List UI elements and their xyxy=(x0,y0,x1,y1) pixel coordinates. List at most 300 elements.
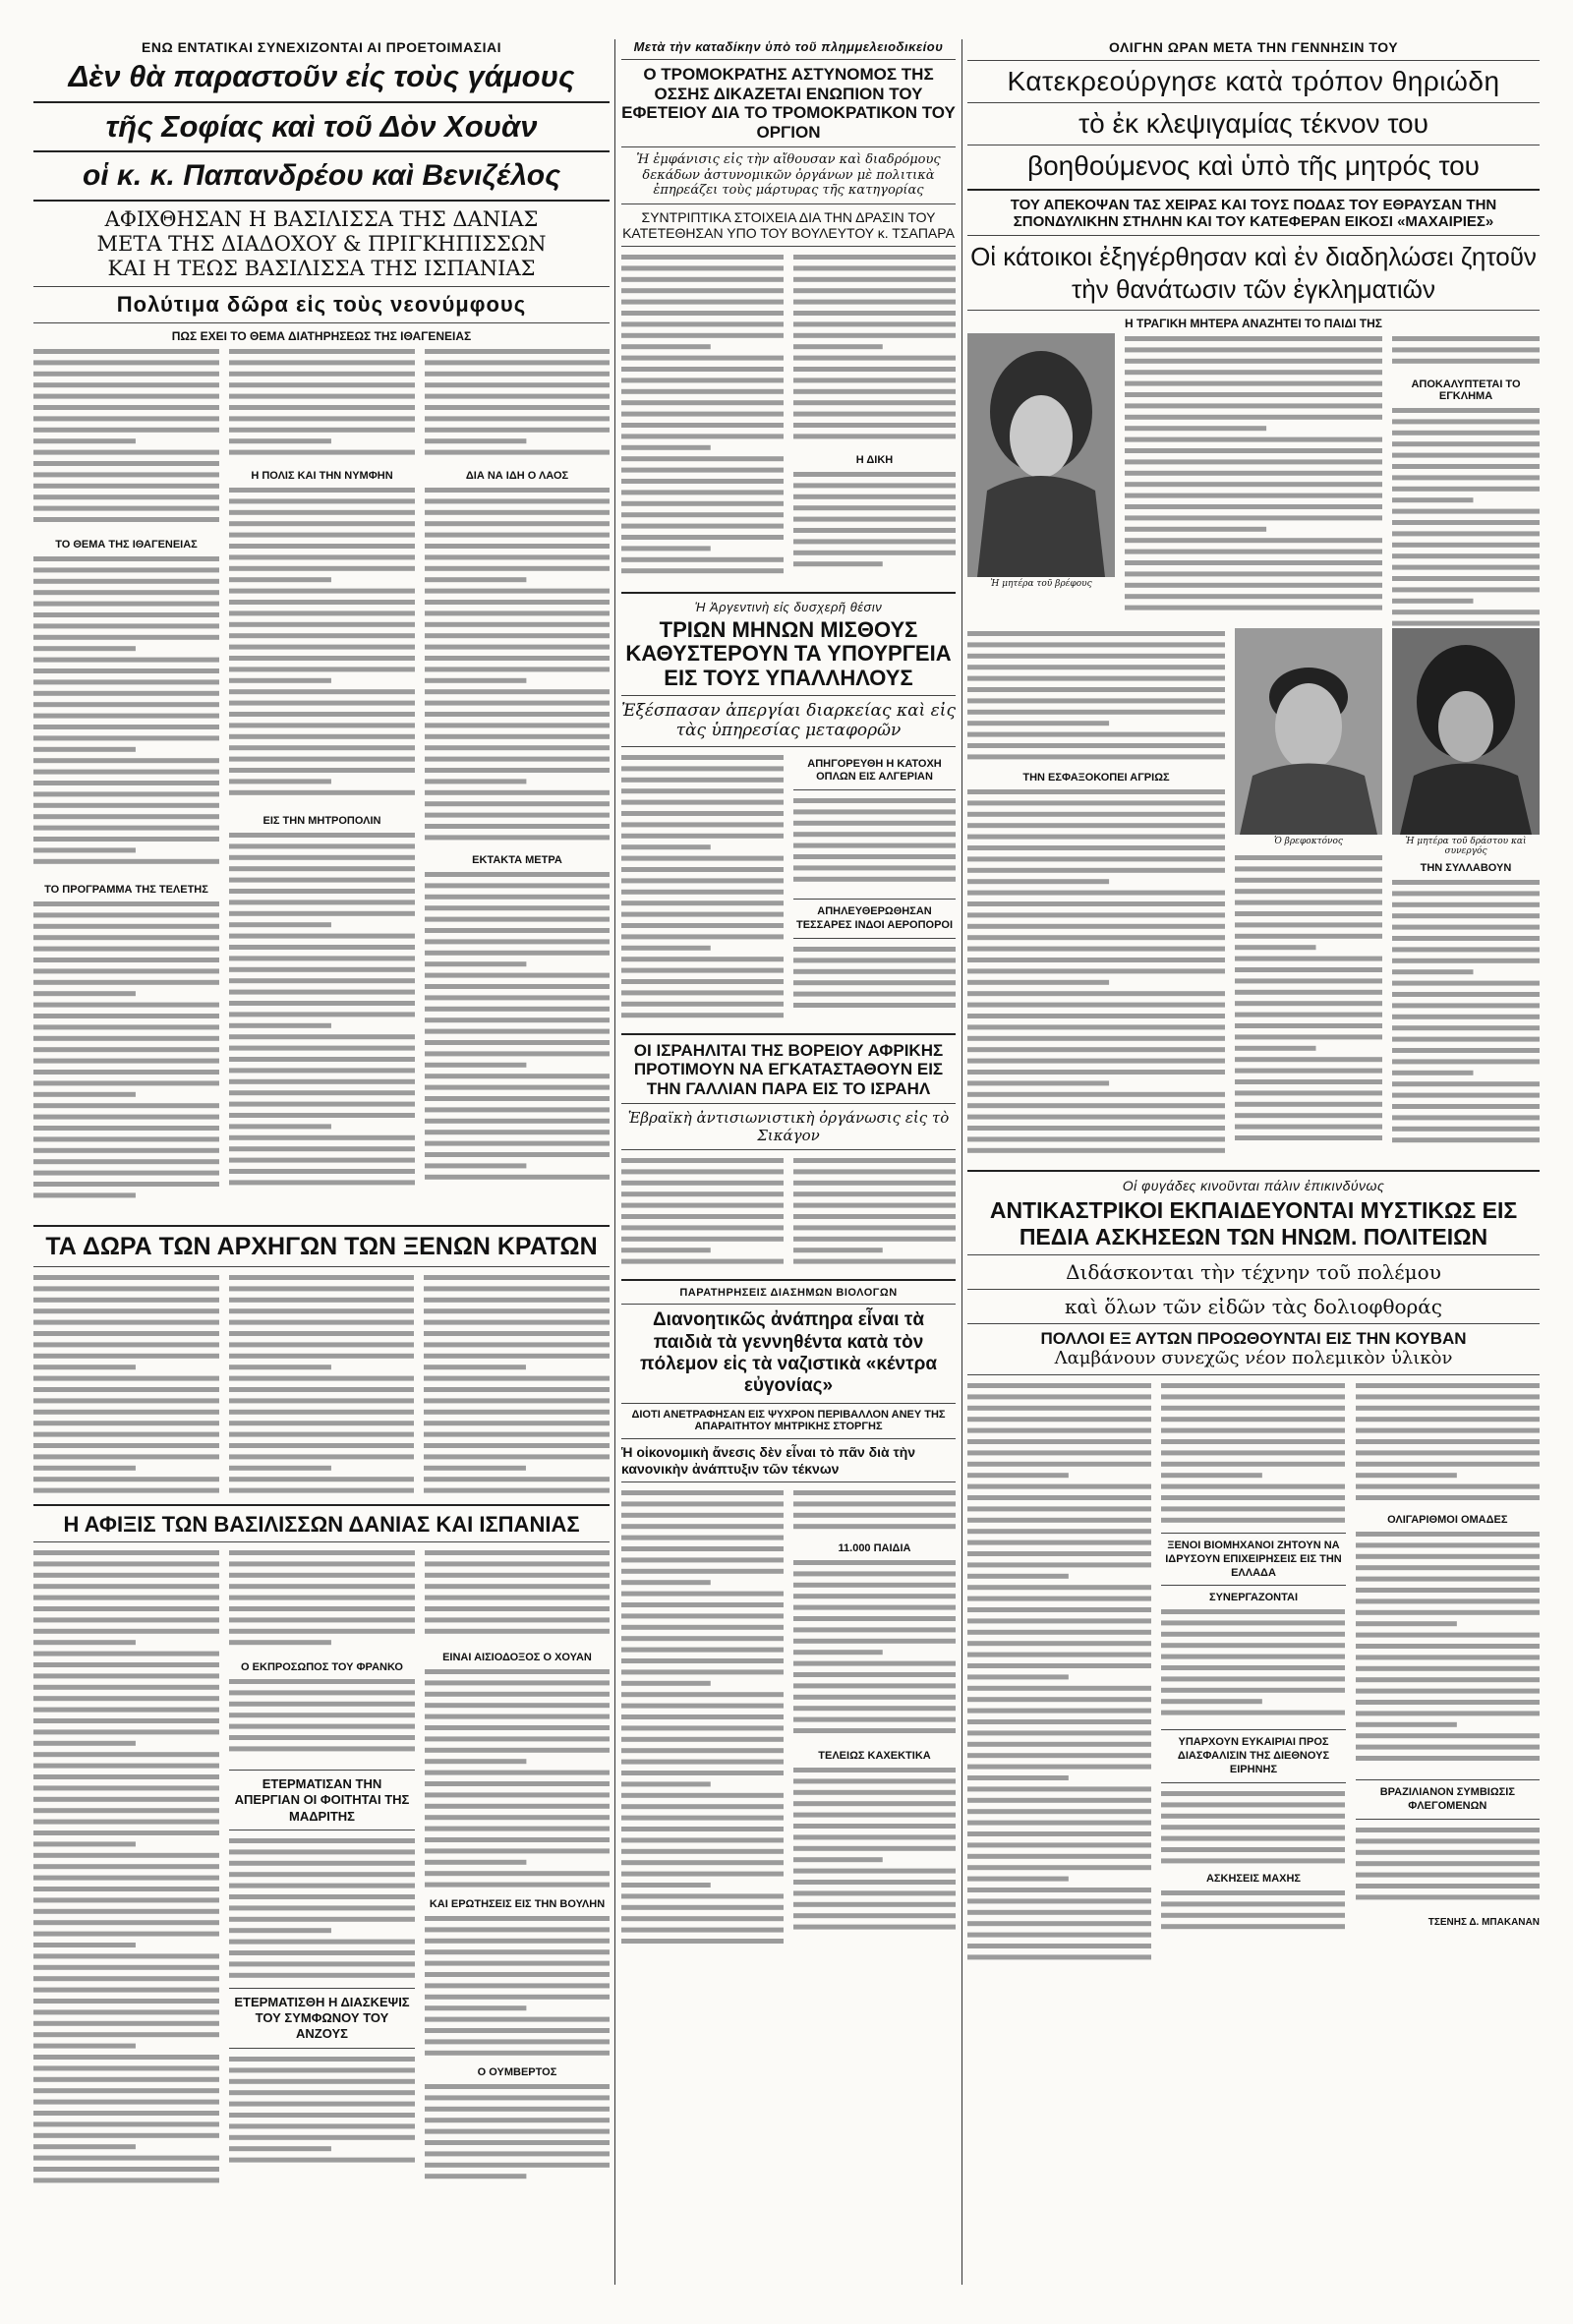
text-lines xyxy=(967,786,1225,1156)
text-line xyxy=(967,1003,1225,1008)
text-line xyxy=(967,1506,1151,1511)
text-line xyxy=(1161,1428,1345,1433)
text-line xyxy=(425,939,610,944)
text-line xyxy=(229,1640,331,1645)
text-line xyxy=(793,255,956,260)
text-line xyxy=(1161,1912,1345,1917)
body-text xyxy=(425,1547,610,1646)
text-line xyxy=(967,823,1225,828)
divider xyxy=(621,1403,956,1404)
text-line xyxy=(33,461,219,466)
text-line xyxy=(229,1124,331,1129)
text-line xyxy=(1125,370,1382,375)
text-line xyxy=(1356,1495,1540,1500)
text-line xyxy=(967,698,1225,703)
right-column xyxy=(967,39,1540,1975)
text-lines xyxy=(793,944,956,1011)
text-line xyxy=(425,1961,610,1966)
text-line xyxy=(621,945,711,950)
text-line xyxy=(967,1585,1151,1590)
text-line xyxy=(425,2051,610,2056)
column-rule xyxy=(614,39,615,2285)
text-line xyxy=(33,1999,219,2004)
text-line xyxy=(967,1080,1109,1085)
text-line xyxy=(33,2111,219,2116)
text-line xyxy=(967,1921,1151,1926)
kicker: ΕΝΩ ΕΝΤΑΤΙΚΑΙ ΣΥΝΕΧΙΖΟΝΤΑΙ ΑΙ ΠΡΟΕΤΟΙΜΑΣΙΑΙ xyxy=(142,39,501,55)
text-line xyxy=(229,645,415,650)
body-text xyxy=(425,1666,610,1892)
text-line xyxy=(229,566,415,571)
subheading: ΚΑΙ ΕΡΩΤΗΣΕΙΣ ΕΙΣ ΤΗΝ ΒΟΥΛΗΝ xyxy=(429,1898,606,1911)
text-line xyxy=(424,1443,610,1448)
subheading: ΕΙΝΑΙ ΑΙΣΙΟΔΟΞΟΣ Ο ΧΟΥΑΝ xyxy=(442,1652,592,1664)
text-line xyxy=(33,567,219,572)
text-line xyxy=(1161,1609,1345,1614)
text-line xyxy=(1125,538,1382,543)
text-line xyxy=(33,623,219,628)
text-line xyxy=(33,472,219,477)
text-line xyxy=(33,770,219,775)
text-line xyxy=(793,378,956,383)
text-line xyxy=(967,879,1109,884)
text-line xyxy=(1356,1828,1540,1832)
text-line xyxy=(33,758,219,763)
body-text xyxy=(1235,852,1382,1147)
body-text xyxy=(1161,1888,1345,1937)
text-line xyxy=(793,1890,956,1895)
text-line xyxy=(33,1454,219,1459)
text-line xyxy=(425,360,610,365)
text-line xyxy=(33,602,219,607)
text-line xyxy=(425,723,610,727)
text-line xyxy=(793,1768,956,1772)
text-line xyxy=(1235,1135,1382,1140)
text-line xyxy=(229,1135,415,1140)
text-line xyxy=(425,1759,526,1764)
divider xyxy=(967,1323,1540,1324)
text-line xyxy=(1392,902,1540,907)
text-line xyxy=(229,1928,331,1933)
text-line xyxy=(229,416,415,421)
text-line xyxy=(1392,543,1540,548)
text-line xyxy=(33,826,219,831)
text-line xyxy=(229,1883,415,1888)
text-line xyxy=(33,1965,219,1970)
text-line xyxy=(621,1602,784,1607)
text-line xyxy=(33,372,219,377)
text-line xyxy=(967,835,1225,840)
photo-perpetrator xyxy=(1235,628,1382,835)
text-line xyxy=(793,1790,956,1795)
text-line xyxy=(793,1925,956,1930)
text-line xyxy=(967,1775,1069,1780)
text-line xyxy=(33,1319,219,1324)
text-line xyxy=(425,1837,610,1842)
text-line xyxy=(1161,1802,1345,1807)
text-line xyxy=(621,957,784,961)
deck: Λαμβάνουν συνεχῶς νέον πολεμικὸν ὑλικὸν xyxy=(1054,1348,1453,1369)
text-line xyxy=(1235,1013,1382,1017)
text-line xyxy=(33,405,219,410)
text-line xyxy=(1235,1079,1382,1084)
text-line xyxy=(425,1141,610,1146)
headline: οἱ κ. κ. Παπανδρέου καὶ Βενιζέλος xyxy=(82,159,561,193)
text-lines xyxy=(793,1487,956,1533)
text-line xyxy=(793,1869,956,1874)
text-line xyxy=(425,2017,610,2022)
text-line xyxy=(1356,1849,1540,1854)
text-line xyxy=(33,1718,219,1723)
text-line xyxy=(1235,901,1382,905)
headline: ΟΙ ΙΣΡΑΗΛΙΤΑΙ ΤΗΣ ΒΟΡΕΙΟΥ ΑΦΡΙΚΗΣ ΠΡΟΤΙΜΟΥΝ ΝΑ ΕΓΚΑΤΑΣΤΑΘΟΥΝ ΕΙΣ ΤΗΝ ΓΑΛΛΙΑΝ ΠΑΡΑ ΕΙΣ ΤΟ ΙΣΡΑΗΛ xyxy=(633,1040,944,1098)
text-line xyxy=(1161,1677,1345,1682)
text-line xyxy=(425,701,610,706)
text-line xyxy=(229,405,415,410)
text-line xyxy=(967,1898,1151,1903)
divider xyxy=(621,59,956,60)
text-line xyxy=(1392,419,1540,424)
subheading: ΕΙΣ ΤΗΝ ΜΗΤΡΟΠΟΛΙΝ xyxy=(262,815,381,828)
text-line xyxy=(793,1259,956,1264)
text-line xyxy=(793,947,956,952)
text-line xyxy=(1125,606,1382,610)
text-line xyxy=(1356,1722,1457,1727)
text-line xyxy=(33,1820,219,1825)
text-line xyxy=(967,1809,1151,1814)
body-text xyxy=(1356,1529,1540,1774)
text-line xyxy=(967,1697,1151,1702)
text-line xyxy=(621,777,784,782)
text-line xyxy=(33,2100,219,2105)
text-line xyxy=(967,1574,1069,1579)
body-text xyxy=(425,346,610,464)
text-line xyxy=(33,2044,136,2049)
text-line xyxy=(229,1861,415,1866)
divider xyxy=(967,1374,1540,1375)
text-line xyxy=(425,801,610,806)
text-line xyxy=(1235,1125,1382,1130)
text-line xyxy=(1392,1104,1540,1109)
photo-caption: Ἡ μητέρα τοῦ βρέφους xyxy=(990,579,1092,590)
text-line xyxy=(967,1551,1151,1556)
text-line xyxy=(1392,347,1540,352)
text-line xyxy=(967,1484,1151,1489)
text-line xyxy=(425,961,526,966)
text-line xyxy=(425,1562,610,1567)
text-line xyxy=(424,1421,610,1425)
text-line xyxy=(621,1669,784,1674)
text-line xyxy=(793,1583,956,1588)
text-line xyxy=(33,1308,219,1313)
text-line xyxy=(229,833,415,838)
text-line xyxy=(1356,1621,1457,1626)
text-line xyxy=(425,1175,610,1180)
text-line xyxy=(621,1214,784,1219)
text-line xyxy=(1161,1847,1345,1852)
text-line xyxy=(1356,1462,1540,1467)
text-line xyxy=(425,1725,610,1730)
text-lines xyxy=(1356,1825,1540,1903)
text-lines xyxy=(793,252,956,442)
text-line xyxy=(1356,1450,1540,1455)
body-text xyxy=(33,1547,219,2196)
text-line xyxy=(424,1410,610,1415)
text-line xyxy=(425,757,610,762)
text-line xyxy=(1235,1113,1382,1118)
text-line xyxy=(1235,866,1382,871)
text-line xyxy=(621,1816,784,1821)
text-line xyxy=(621,1181,784,1186)
text-line xyxy=(229,2067,415,2072)
article-body xyxy=(621,1487,956,1959)
text-line xyxy=(793,494,956,499)
text-line xyxy=(967,1954,1151,1959)
text-line xyxy=(33,494,219,499)
text-lines xyxy=(967,1380,1151,1963)
text-line xyxy=(967,812,1225,817)
text-line xyxy=(793,1706,956,1711)
text-line xyxy=(967,1821,1151,1826)
text-line xyxy=(425,1029,610,1034)
divider xyxy=(621,1149,956,1150)
text-line xyxy=(967,947,1225,952)
text-line xyxy=(33,590,219,595)
text-lines xyxy=(425,2081,610,2182)
text-line xyxy=(33,1618,219,1623)
text-line xyxy=(621,1793,784,1798)
text-line xyxy=(425,1972,610,1977)
text-line xyxy=(33,1606,219,1611)
text-line xyxy=(1161,1858,1345,1863)
body-text xyxy=(229,1272,415,1498)
text-line xyxy=(229,712,415,717)
deck: ΜΕΤΑ ΤΗΣ ΔΙΑΔΟΧΟΥ & ΠΡΙΓΚΗΠΙΣΣΩΝ xyxy=(96,231,547,256)
deck: Ἐξέσπασαν ἀπεργίαι διαρκείας καὶ εἰς τὰς ὑπηρεσίας μεταφορῶν xyxy=(621,700,956,741)
text-line xyxy=(1356,1406,1540,1411)
text-line xyxy=(967,789,1225,794)
text-line xyxy=(1125,504,1382,509)
text-line xyxy=(229,790,415,795)
text-line xyxy=(424,1365,526,1369)
text-line xyxy=(229,1917,415,1922)
text-line xyxy=(967,991,1225,996)
text-line xyxy=(425,2129,610,2134)
text-line xyxy=(967,1842,1151,1847)
text-line xyxy=(229,1894,415,1899)
divider xyxy=(621,1033,956,1035)
text-line xyxy=(425,1629,610,1634)
text-line xyxy=(1161,1700,1262,1705)
text-line xyxy=(33,1573,219,1578)
text-line xyxy=(425,498,610,503)
text-line xyxy=(1392,1137,1540,1142)
text-line xyxy=(967,935,1225,940)
text-line xyxy=(425,1573,610,1578)
text-line xyxy=(621,311,784,316)
text-line xyxy=(621,1883,711,1888)
text-line xyxy=(33,1741,136,1746)
text-line xyxy=(425,995,610,1000)
text-line xyxy=(229,1431,415,1436)
text-line xyxy=(1161,1439,1345,1444)
subheading: Η ΔΙΚΗ xyxy=(855,454,894,467)
text-line xyxy=(967,1753,1151,1758)
text-line xyxy=(33,1662,219,1667)
subheading: ΑΠΟΚΑΛΥΠΤΕΤΑΙ ΤΟ ΕΓΚΛΗΜΑ xyxy=(1411,378,1521,403)
text-line xyxy=(793,1226,956,1231)
text-line xyxy=(1125,359,1382,364)
text-line xyxy=(621,1872,784,1877)
text-line xyxy=(621,1536,784,1540)
text-line xyxy=(1392,509,1540,514)
text-lines xyxy=(425,485,610,843)
text-line xyxy=(1161,1835,1345,1840)
text-line xyxy=(1356,1745,1540,1750)
portrait-icon xyxy=(1392,628,1540,835)
text-line xyxy=(1392,947,1540,952)
text-line xyxy=(621,1513,784,1518)
text-line xyxy=(1392,1093,1540,1098)
text-line xyxy=(33,517,219,522)
text-line xyxy=(425,1017,610,1022)
text-line xyxy=(33,1103,219,1108)
text-line xyxy=(424,1431,610,1436)
text-line xyxy=(1356,1711,1540,1715)
text-line xyxy=(967,1944,1151,1948)
byline: ΤΣΕΝΗΣ Δ. ΜΠΑΚΑΝΑΝ xyxy=(1427,1916,1540,1928)
text-line xyxy=(229,1068,415,1073)
text-line xyxy=(621,1226,784,1231)
text-line xyxy=(1392,475,1540,480)
text-line xyxy=(425,1737,610,1742)
headline: Κατεκρεούργησε κατὰ τρόπον θηριώδη xyxy=(1007,66,1500,96)
text-line xyxy=(1125,550,1382,554)
text-line xyxy=(793,389,956,394)
text-line xyxy=(229,498,415,503)
text-line xyxy=(621,468,784,473)
text-line xyxy=(33,1786,219,1791)
text-line xyxy=(793,1695,956,1700)
text-line xyxy=(229,1057,415,1062)
text-line xyxy=(33,1159,219,1164)
text-line xyxy=(967,901,1225,906)
text-line xyxy=(793,1191,956,1196)
text-line xyxy=(425,1152,610,1157)
text-line xyxy=(967,1618,1151,1623)
text-line xyxy=(621,1501,784,1506)
text-line xyxy=(1392,453,1540,458)
text-line xyxy=(33,1808,219,1813)
divider xyxy=(967,310,1540,311)
headline: Διανοητικῶς ἀνάπηρα εἶναι τὰ παιδιὰ τὰ γεννηθέντα κατὰ τὸν πόλεμον εἰς τὰ ναζιστικὰ «κέντρα εὐγονίας» xyxy=(639,1309,938,1397)
text-line xyxy=(33,968,219,973)
subheading: ΣΥΝΕΡΓΑΖΟΝΤΑΙ xyxy=(1208,1592,1299,1604)
text-line xyxy=(229,990,415,995)
text-line xyxy=(1161,1417,1345,1422)
text-line xyxy=(1356,1554,1540,1559)
text-line xyxy=(229,394,415,399)
text-line xyxy=(1356,1733,1540,1738)
text-line xyxy=(621,979,784,984)
text-line xyxy=(793,484,956,489)
text-line xyxy=(1392,599,1474,604)
text-line xyxy=(793,854,956,859)
text-lines xyxy=(1356,1380,1540,1503)
body-text xyxy=(967,1380,1151,1970)
text-line xyxy=(229,1573,415,1578)
text-line xyxy=(424,1454,610,1459)
text-line xyxy=(967,980,1109,985)
text-line xyxy=(1356,1894,1540,1899)
text-lines xyxy=(229,1835,415,1981)
text-line xyxy=(621,1804,784,1809)
deck: Ἡ οἰκονομικὴ ἄνεσις δὲν εἶναι τὸ πᾶν διὰ τὴν κανονικὴν ἀνάπτυξιν τῶν τέκνων xyxy=(621,1444,916,1477)
text-line xyxy=(621,1893,784,1898)
text-line xyxy=(33,1853,219,1858)
text-line xyxy=(621,1158,784,1163)
text-line xyxy=(425,1584,610,1589)
text-line xyxy=(33,725,219,729)
text-line xyxy=(1356,1542,1540,1547)
text-line xyxy=(33,2133,219,2138)
text-line xyxy=(229,701,415,706)
text-line xyxy=(33,1070,219,1075)
text-lines xyxy=(425,869,610,1183)
text-line xyxy=(425,1163,526,1168)
text-lines xyxy=(967,628,1225,763)
text-line xyxy=(621,833,784,838)
divider xyxy=(621,203,956,204)
text-line xyxy=(793,356,956,361)
text-line xyxy=(229,600,415,605)
text-line xyxy=(967,732,1225,737)
body-text xyxy=(621,252,784,581)
text-line xyxy=(33,791,219,796)
body-text xyxy=(425,2081,610,2189)
text-line xyxy=(967,676,1225,681)
box-headline: ΕΤΕΡΜΑΤΙΣΑΝ ΤΗΝ ΑΠΕΡΓΙΑΝ ΟΙ ΦΟΙΤΗΤΑΙ ΤΗΣ ΜΑΔΡΙΤΗΣ xyxy=(234,1776,410,1824)
text-line xyxy=(621,889,784,894)
text-line xyxy=(967,754,1225,759)
text-line xyxy=(967,710,1225,715)
body-text xyxy=(793,795,956,894)
text-line xyxy=(425,895,610,900)
text-line xyxy=(967,1607,1151,1612)
text-line xyxy=(621,1928,784,1933)
body-text xyxy=(425,869,610,1193)
divider xyxy=(793,938,956,939)
text-line xyxy=(425,1096,610,1101)
text-line xyxy=(1392,359,1540,364)
text-line xyxy=(33,1752,219,1757)
body-text xyxy=(229,830,415,1193)
text-line xyxy=(1392,576,1540,581)
text-line xyxy=(1235,934,1382,939)
text-line xyxy=(425,450,610,455)
text-line xyxy=(1235,855,1382,860)
text-line xyxy=(229,622,415,627)
kicker: Ἡ Ἀργεντινὴ εἰς δυσχερῆ θέσιν xyxy=(694,600,883,615)
text-line xyxy=(621,479,784,484)
text-line xyxy=(1125,571,1382,576)
text-lines xyxy=(621,1155,784,1267)
text-line xyxy=(425,2174,526,2179)
text-line xyxy=(424,1331,610,1336)
text-line xyxy=(1356,1588,1540,1593)
text-line xyxy=(1161,1383,1345,1388)
body-text xyxy=(33,1272,219,1498)
